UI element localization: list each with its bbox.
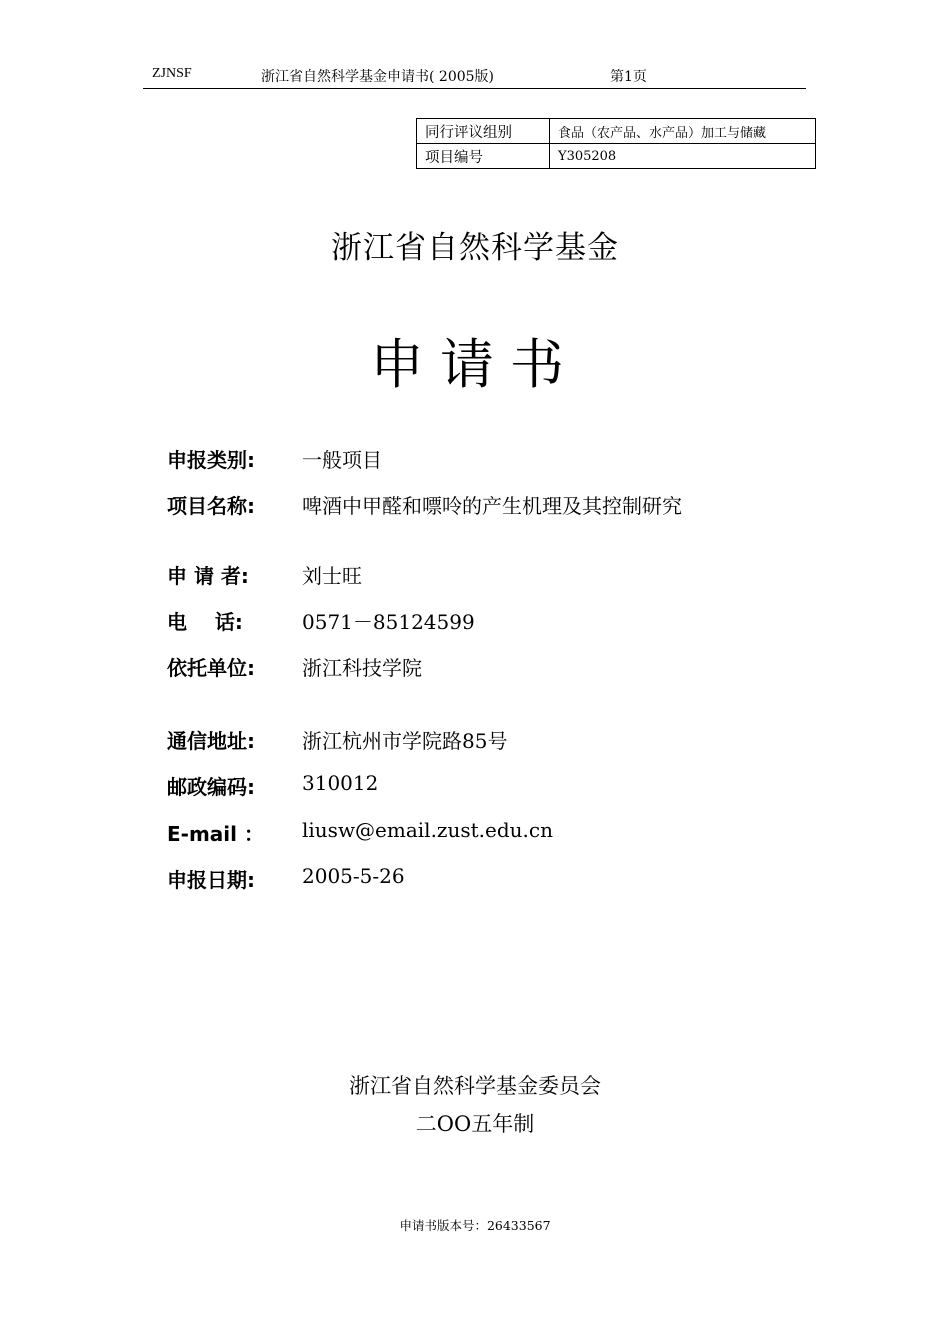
field-email bbox=[167, 818, 807, 848]
review-group-label: 同行评议组别 bbox=[417, 119, 550, 144]
field-value: 310012 bbox=[302, 771, 379, 795]
field-institution bbox=[167, 652, 807, 682]
field-postcode bbox=[167, 771, 807, 801]
field-label: 电 话: bbox=[167, 610, 243, 634]
project-number-label: 项目编号 bbox=[417, 144, 550, 169]
field-value: 刘士旺 bbox=[302, 564, 362, 588]
field-label: 依托单位: bbox=[167, 656, 255, 680]
table-row bbox=[417, 144, 816, 169]
field-label: 申 请 者: bbox=[167, 564, 249, 588]
field-value: 浙江科技学院 bbox=[302, 656, 422, 680]
header-title: 浙江省自然科学基金申请书( 2005版) bbox=[261, 69, 495, 85]
field-label: 邮政编码: bbox=[167, 775, 255, 799]
field-phone bbox=[167, 606, 807, 636]
header-page-number: 第1页 bbox=[610, 69, 647, 85]
field-value: 0571－85124599 bbox=[302, 610, 475, 634]
field-address bbox=[167, 725, 807, 755]
project-number-value: Y305208 bbox=[550, 144, 816, 169]
field-value: 一般项目 bbox=[302, 448, 382, 472]
version-number: 申请书版本号：26433567 bbox=[399, 1218, 551, 1233]
document-title-application: 申请书 bbox=[370, 333, 580, 396]
footer-year: 二OO五年制 bbox=[415, 1112, 535, 1136]
table-row bbox=[417, 119, 816, 144]
field-project-name bbox=[167, 490, 807, 520]
field-date bbox=[167, 864, 807, 894]
field-label: 通信地址: bbox=[167, 729, 255, 753]
field-label: 申报类别: bbox=[167, 448, 255, 472]
review-info-table bbox=[416, 118, 816, 169]
page-header bbox=[143, 66, 806, 89]
field-value: 啤酒中甲醛和嘌呤的产生机理及其控制研究 bbox=[302, 494, 682, 518]
field-label: E-mail ： bbox=[167, 822, 264, 846]
field-label: 申报日期: bbox=[167, 868, 255, 892]
field-applicant bbox=[167, 560, 807, 590]
review-group-value: 食品（农产品、水产品）加工与储藏 bbox=[550, 119, 816, 144]
document-title-foundation: 浙江省自然科学基金 bbox=[331, 230, 619, 266]
field-value: liusw@email.zust.edu.cn bbox=[302, 818, 553, 842]
field-value: 浙江杭州市学院路85号 bbox=[302, 729, 508, 753]
footer-organization: 浙江省自然科学基金委员会 bbox=[349, 1074, 601, 1098]
field-value: 2005-5-26 bbox=[302, 864, 405, 888]
field-label: 项目名称: bbox=[167, 494, 255, 518]
field-category bbox=[167, 444, 807, 474]
header-code: ZJNSF bbox=[152, 66, 192, 81]
